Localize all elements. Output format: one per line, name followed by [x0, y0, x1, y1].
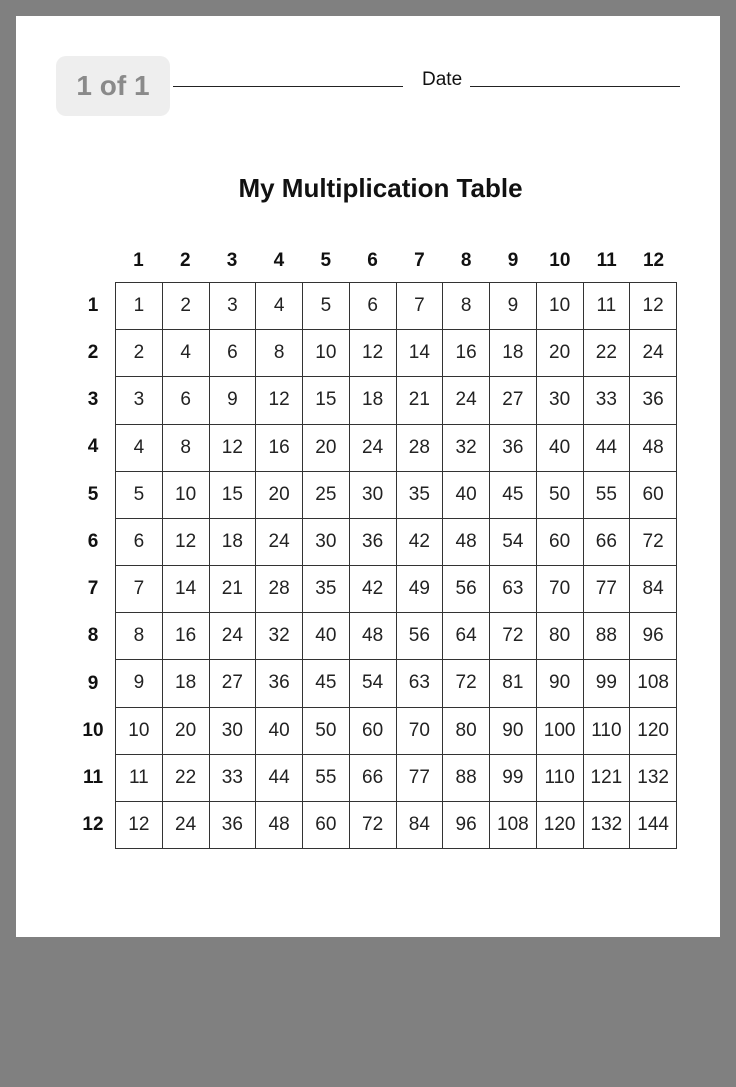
column-header: 8: [460, 250, 472, 271]
table-cell: 55: [303, 755, 350, 802]
table-cell: 99: [584, 660, 631, 707]
row-header: 4: [87, 436, 99, 458]
table-cell: 90: [537, 660, 584, 707]
table-cell: 4: [163, 330, 210, 377]
table-cell: 88: [443, 755, 490, 802]
table-cell: 144: [630, 802, 677, 849]
table-cell: 77: [397, 755, 444, 802]
table-cell: 14: [397, 330, 444, 377]
worksheet-page: [16, 16, 720, 937]
table-cell: 30: [537, 377, 584, 424]
table-cell: 12: [256, 377, 303, 424]
table-cell: 8: [116, 613, 163, 660]
table-cell: 120: [537, 802, 584, 849]
table-cell: 60: [630, 472, 677, 519]
table-cell: 63: [490, 566, 537, 613]
column-header: 2: [179, 250, 191, 271]
table-cell: 50: [303, 708, 350, 755]
table-cell: 40: [256, 708, 303, 755]
table-cell: 28: [397, 425, 444, 472]
table-cell: 48: [630, 425, 677, 472]
table-cell: 70: [537, 566, 584, 613]
table-cell: 1: [116, 283, 163, 330]
table-cell: 33: [584, 377, 631, 424]
table-cell: 81: [490, 660, 537, 707]
table-cell: 72: [630, 519, 677, 566]
table-cell: 54: [350, 660, 397, 707]
row-header: 12: [82, 814, 104, 836]
table-cell: 24: [163, 802, 210, 849]
table-cell: 56: [397, 613, 444, 660]
table-cell: 18: [490, 330, 537, 377]
table-cell: 16: [443, 330, 490, 377]
column-header: 3: [226, 250, 238, 271]
table-cell: 32: [443, 425, 490, 472]
row-headers: [72, 282, 114, 849]
table-cell: 28: [256, 566, 303, 613]
page-indicator: 1 of 1: [56, 56, 170, 116]
table-cell: 6: [210, 330, 257, 377]
column-header: 11: [596, 250, 617, 271]
table-cell: 60: [537, 519, 584, 566]
table-cell: 9: [490, 283, 537, 330]
table-cell: 44: [584, 425, 631, 472]
table-cell: 36: [630, 377, 677, 424]
name-blank-line: [173, 86, 403, 87]
table-cell: 20: [537, 330, 584, 377]
table-cell: 21: [397, 377, 444, 424]
table-cell: 36: [350, 519, 397, 566]
table-cell: 11: [116, 755, 163, 802]
table-cell: 27: [210, 660, 257, 707]
table-cell: 15: [303, 377, 350, 424]
table-cell: 20: [163, 708, 210, 755]
table-cell: 108: [630, 660, 677, 707]
table-cell: 10: [303, 330, 350, 377]
page-title: My Multiplication Table: [238, 173, 523, 203]
row-header: 6: [87, 530, 99, 552]
table-cell: 25: [303, 472, 350, 519]
table-cell: 110: [537, 755, 584, 802]
table-cell: 96: [630, 613, 677, 660]
table-cell: 40: [537, 425, 584, 472]
multiplication-grid: [115, 282, 677, 849]
table-cell: 72: [443, 660, 490, 707]
table-cell: 30: [210, 708, 257, 755]
table-cell: 10: [116, 708, 163, 755]
table-cell: 6: [350, 283, 397, 330]
table-cell: 60: [303, 802, 350, 849]
table-cell: 12: [210, 425, 257, 472]
table-cell: 22: [163, 755, 210, 802]
table-cell: 16: [256, 425, 303, 472]
table-cell: 99: [490, 755, 537, 802]
table-cell: 45: [303, 660, 350, 707]
table-cell: 45: [490, 472, 537, 519]
table-cell: 12: [350, 330, 397, 377]
table-cell: 36: [490, 425, 537, 472]
table-cell: 30: [350, 472, 397, 519]
table-cell: 18: [163, 660, 210, 707]
table-cell: 4: [256, 283, 303, 330]
row-header: 3: [87, 389, 99, 411]
table-cell: 8: [256, 330, 303, 377]
table-cell: 2: [163, 283, 210, 330]
table-cell: 22: [584, 330, 631, 377]
row-header: 7: [87, 578, 99, 600]
table-cell: 63: [397, 660, 444, 707]
table-cell: 48: [350, 613, 397, 660]
table-cell: 77: [584, 566, 631, 613]
table-cell: 8: [163, 425, 210, 472]
table-cell: 64: [443, 613, 490, 660]
table-cell: 100: [537, 708, 584, 755]
table-cell: 72: [490, 613, 537, 660]
table-cell: 35: [303, 566, 350, 613]
table-cell: 20: [256, 472, 303, 519]
row-header: 2: [87, 341, 99, 363]
table-cell: 84: [397, 802, 444, 849]
table-cell: 10: [537, 283, 584, 330]
table-cell: 55: [584, 472, 631, 519]
table-cell: 132: [584, 802, 631, 849]
table-cell: 32: [256, 613, 303, 660]
column-header: 9: [507, 250, 519, 271]
table-cell: 24: [630, 330, 677, 377]
table-cell: 2: [116, 330, 163, 377]
table-cell: 70: [397, 708, 444, 755]
table-cell: 36: [210, 802, 257, 849]
table-cell: 108: [490, 802, 537, 849]
table-cell: 30: [303, 519, 350, 566]
table-cell: 40: [303, 613, 350, 660]
table-cell: 120: [630, 708, 677, 755]
date-blank-line: [470, 86, 680, 87]
row-header: 11: [82, 767, 104, 789]
table-cell: 48: [256, 802, 303, 849]
table-cell: 8: [443, 283, 490, 330]
table-cell: 50: [537, 472, 584, 519]
table-cell: 16: [163, 613, 210, 660]
column-header: 1: [133, 250, 144, 271]
row-header: 1: [87, 294, 99, 316]
column-header: 6: [367, 250, 378, 271]
table-cell: 20: [303, 425, 350, 472]
row-header: 9: [87, 672, 99, 694]
row-header: 5: [87, 483, 99, 505]
table-cell: 66: [350, 755, 397, 802]
table-cell: 11: [584, 283, 631, 330]
table-cell: 7: [116, 566, 163, 613]
table-cell: 24: [210, 613, 257, 660]
table-cell: 3: [210, 283, 257, 330]
table-cell: 27: [490, 377, 537, 424]
column-header: 4: [273, 250, 285, 271]
table-cell: 6: [116, 519, 163, 566]
column-header: 7: [414, 250, 425, 271]
table-cell: 90: [490, 708, 537, 755]
table-cell: 80: [443, 708, 490, 755]
table-cell: 5: [303, 283, 350, 330]
table-cell: 5: [116, 472, 163, 519]
table-cell: 6: [163, 377, 210, 424]
table-cell: 12: [630, 283, 677, 330]
table-cell: 42: [350, 566, 397, 613]
table-cell: 21: [210, 566, 257, 613]
table-cell: 18: [350, 377, 397, 424]
table-cell: 49: [397, 566, 444, 613]
table-cell: 66: [584, 519, 631, 566]
table-cell: 3: [116, 377, 163, 424]
table-cell: 44: [256, 755, 303, 802]
table-cell: 7: [397, 283, 444, 330]
table-cell: 9: [116, 660, 163, 707]
table-cell: 80: [537, 613, 584, 660]
date-label: Date: [422, 69, 463, 90]
row-header: 8: [87, 625, 99, 647]
table-cell: 24: [443, 377, 490, 424]
table-cell: 54: [490, 519, 537, 566]
table-cell: 18: [210, 519, 257, 566]
table-cell: 48: [443, 519, 490, 566]
table-cell: 35: [397, 472, 444, 519]
table-cell: 96: [443, 802, 490, 849]
table-cell: 9: [210, 377, 257, 424]
table-cell: 42: [397, 519, 444, 566]
table-cell: 40: [443, 472, 490, 519]
table-cell: 33: [210, 755, 257, 802]
table-cell: 24: [256, 519, 303, 566]
table-cell: 60: [350, 708, 397, 755]
table-cell: 15: [210, 472, 257, 519]
table-cell: 110: [584, 708, 631, 755]
table-cell: 36: [256, 660, 303, 707]
column-header: 10: [549, 250, 571, 271]
table-cell: 4: [116, 425, 163, 472]
table-cell: 24: [350, 425, 397, 472]
table-cell: 121: [584, 755, 631, 802]
column-header: 5: [320, 250, 332, 271]
table-cell: 14: [163, 566, 210, 613]
table-cell: 12: [163, 519, 210, 566]
table-cell: 10: [163, 472, 210, 519]
table-cell: 88: [584, 613, 631, 660]
table-cell: 84: [630, 566, 677, 613]
row-header: 10: [82, 719, 104, 741]
table-cell: 72: [350, 802, 397, 849]
table-cell: 12: [116, 802, 163, 849]
column-headers: [115, 250, 677, 278]
column-header: 12: [642, 250, 665, 271]
table-cell: 132: [630, 755, 677, 802]
table-cell: 56: [443, 566, 490, 613]
